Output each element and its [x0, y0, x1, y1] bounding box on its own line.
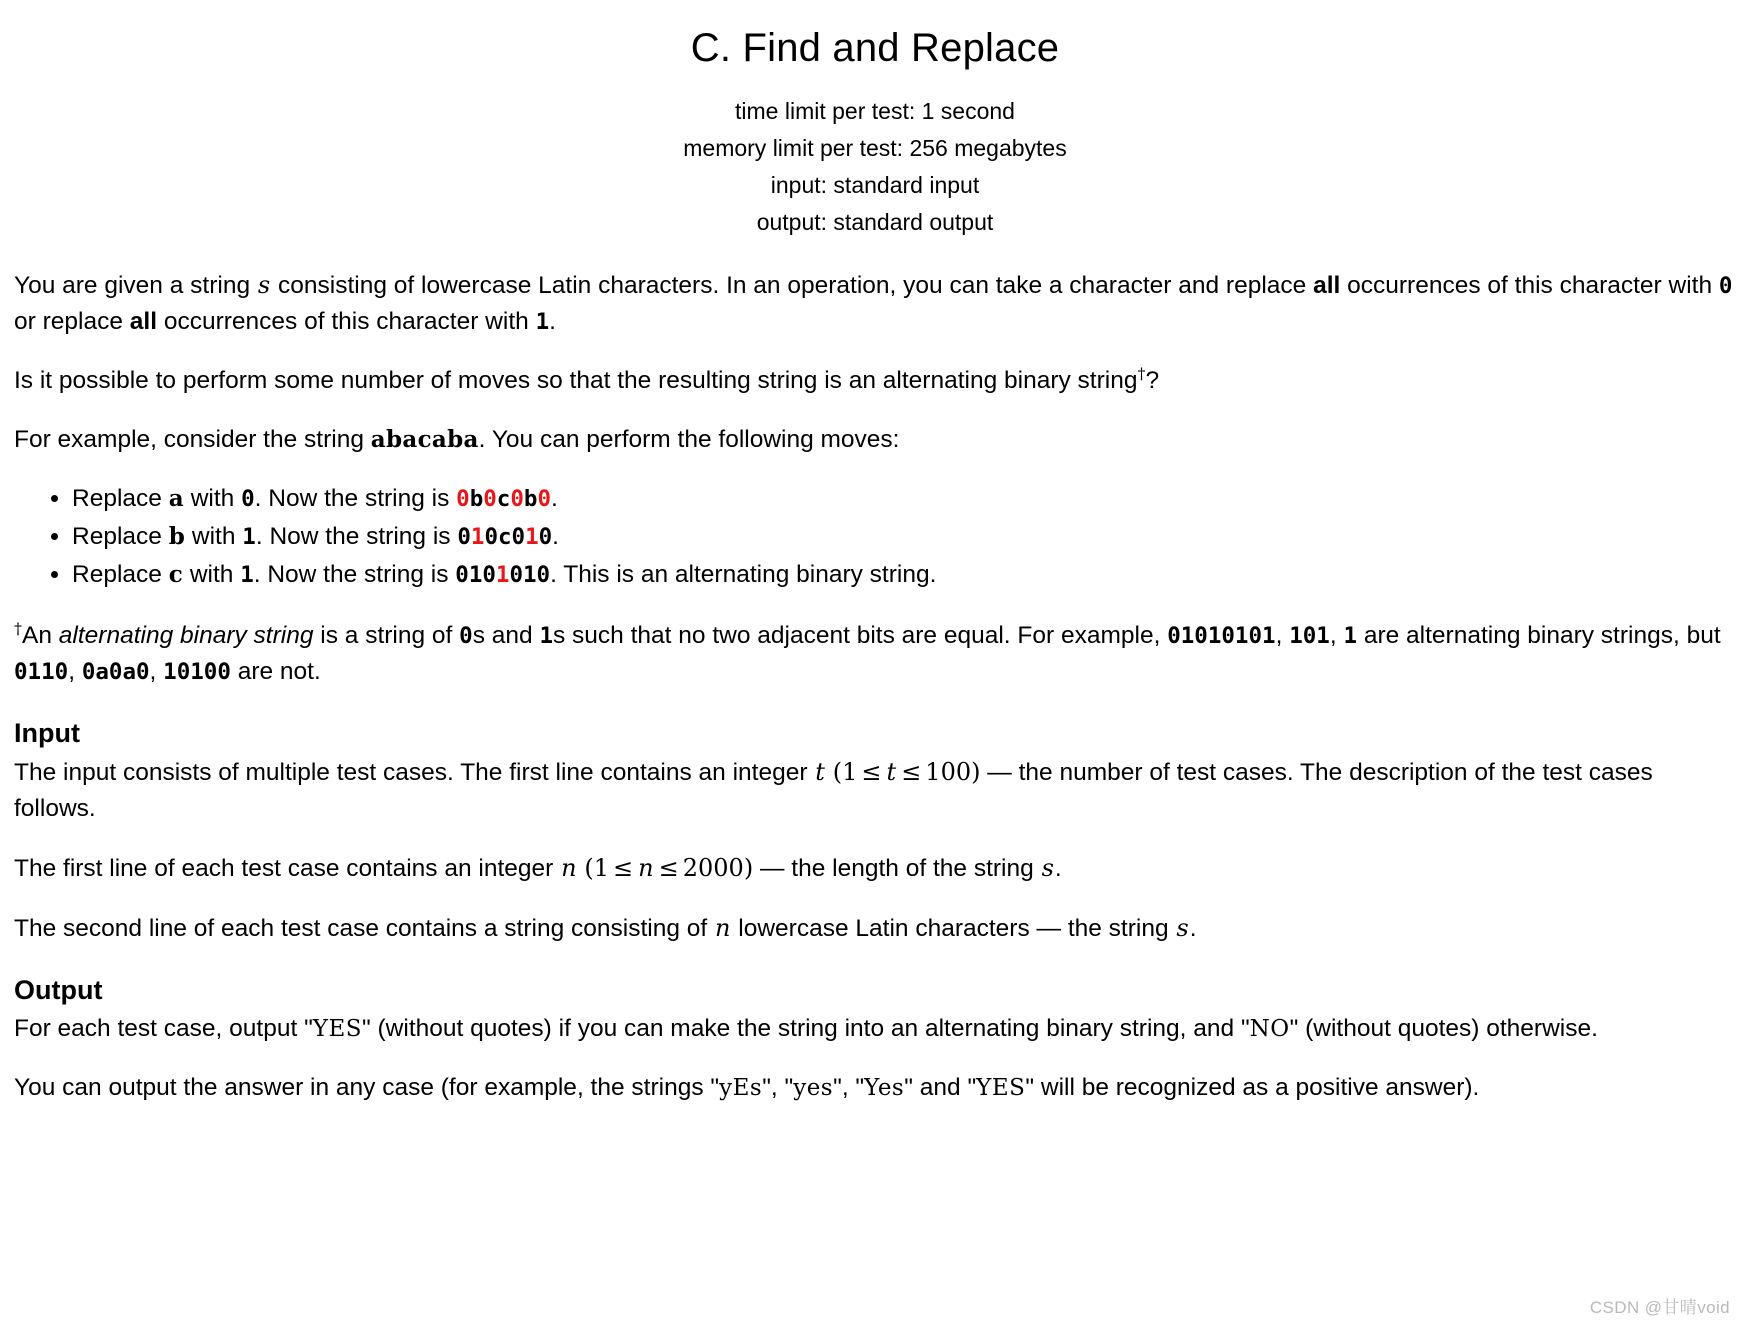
text-fragment: , — [68, 658, 82, 685]
text-fragment: Is it possible to perform some number of moves so that the resulting string is an alternating binary string — [14, 367, 1138, 394]
result-char: b — [469, 486, 484, 512]
text-fragment: Replace — [72, 485, 169, 512]
result-char: c — [496, 486, 511, 512]
text-fragment: . — [552, 523, 559, 550]
paren-open: ( — [832, 758, 843, 786]
literal-zero: 0 — [459, 623, 473, 649]
result-char: 0 — [482, 562, 496, 588]
page-title: C. Find and Replace — [690, 26, 1060, 70]
text-fragment: " (without quotes) otherwise. — [1289, 1015, 1598, 1042]
math-var-n: n — [715, 914, 731, 942]
text-fragment: . Now the string is — [253, 561, 456, 588]
move-source-char: a — [168, 485, 184, 512]
move-result-string — [455, 562, 550, 588]
list-item — [72, 518, 1736, 556]
text-fragment: . You can perform the following moves: — [478, 426, 900, 453]
paren-close: ) — [743, 854, 754, 882]
result-char: 1 — [468, 562, 483, 588]
text-fragment: . — [550, 485, 558, 512]
time-limit: time limit per test: 1 second — [735, 98, 1015, 124]
footnote-marker: † — [1137, 363, 1146, 383]
input-source: input: standard input — [770, 172, 980, 198]
constraint-n — [584, 854, 753, 882]
text-fragment: occurrences of this character with — [1340, 272, 1719, 299]
text-fragment: , — [1329, 622, 1344, 649]
text-fragment: with — [183, 561, 241, 588]
text-fragment: with — [183, 485, 242, 512]
text-fragment: The second line of each test case contains a string consisting of — [14, 915, 715, 942]
le-operator: ≤ — [861, 758, 882, 786]
section-heading-input: Input — [14, 718, 80, 748]
text-fragment: " and " — [904, 1074, 977, 1101]
move-source-char: c — [168, 561, 184, 588]
math-var-s: s — [1041, 854, 1054, 882]
math-var-t: t — [815, 758, 825, 786]
result-char-highlighted: 0 — [456, 486, 470, 512]
text-fragment: — the number of test cases. The description of the test cases follows. — [14, 759, 1653, 822]
literal-zero: 0 — [1718, 273, 1733, 299]
text-fragment: " (without quotes) if you can make the string into an alternating binary string, and " — [362, 1015, 1250, 1042]
literal-one: 1 — [535, 309, 550, 335]
memory-limit: memory limit per test: 256 megabytes — [683, 135, 1067, 161]
text-fragment: For each test case, output " — [14, 1015, 313, 1042]
result-char-highlighted: 0 — [537, 486, 551, 512]
upper-bound: 2000 — [682, 854, 744, 882]
statement-paragraph-3 — [14, 422, 1736, 458]
move-target-digit: 1 — [240, 562, 254, 588]
input-paragraph-1 — [14, 754, 1736, 827]
paren-close: ) — [971, 758, 981, 786]
text-fragment: are alternating binary strings, but — [1357, 622, 1721, 649]
text-fragment: . Now the string is — [255, 523, 458, 550]
text-fragment: s such that no two adjacent bits are equal. For example, — [553, 622, 1168, 649]
moves-list — [14, 480, 1736, 594]
move-source-char: b — [168, 523, 186, 550]
text-fragment: Replace — [72, 523, 169, 550]
answer-variant-1: yEs — [719, 1075, 763, 1101]
input-paragraph-2 — [14, 850, 1736, 887]
example-valid-1: 01010101 — [1167, 623, 1276, 649]
section-heading-output: Output — [14, 975, 103, 1005]
text-fragment: s and — [472, 622, 540, 649]
answer-no: NO — [1249, 1016, 1290, 1042]
csdn-watermark: CSDN @甘晴void — [1589, 1298, 1730, 1317]
defined-term: alternating binary string — [58, 622, 314, 649]
result-char: 0 — [484, 524, 498, 550]
text-fragment: consisting of lowercase Latin characters. In an operation, you can take a character and replace — [271, 272, 1314, 299]
move-target-digit: 0 — [241, 486, 255, 512]
text-fragment: ", " — [762, 1074, 794, 1101]
footnote-definition — [14, 618, 1736, 690]
example-string: abacaba — [370, 426, 479, 453]
emphasis-all: all — [1313, 272, 1341, 299]
math-var-s: s — [257, 271, 271, 299]
upper-bound: 100 — [925, 758, 972, 786]
answer-yes: YES — [312, 1016, 363, 1042]
move-result-string — [457, 524, 552, 550]
text-fragment: ", " — [833, 1074, 865, 1101]
text-fragment: occurrences of this character with — [157, 308, 536, 335]
text-fragment: You can output the answer in any case (for example, the strings " — [14, 1074, 720, 1101]
math-var-t: t — [886, 758, 897, 786]
text-fragment: or replace — [14, 308, 130, 335]
le-operator: ≤ — [658, 854, 679, 882]
move-result-string — [456, 486, 551, 512]
math-var-n: n — [561, 854, 577, 882]
statement-paragraph-1 — [14, 267, 1736, 340]
text-fragment: — the length of the string — [753, 855, 1041, 882]
result-char-highlighted: 1 — [495, 562, 510, 588]
text-fragment: An — [22, 622, 59, 649]
emphasis-all: all — [129, 308, 158, 335]
problem-statement-page — [0, 26, 1750, 1106]
output-source: output: standard output — [756, 209, 994, 235]
text-fragment: ? — [1145, 367, 1160, 394]
result-char: 0 — [538, 524, 553, 550]
example-invalid-3: 10100 — [163, 659, 231, 685]
text-fragment: lowercase Latin characters — the string — [731, 915, 1176, 942]
list-item — [72, 480, 1736, 518]
text-fragment: . — [549, 308, 556, 335]
literal-one: 1 — [539, 623, 553, 649]
result-char: 0 — [455, 562, 469, 588]
result-char: 0 — [511, 524, 526, 550]
text-fragment: You are given a string — [14, 272, 257, 299]
le-operator: ≤ — [613, 854, 634, 882]
result-char-highlighted: 1 — [470, 524, 485, 550]
le-operator: ≤ — [901, 758, 922, 786]
result-char-highlighted: 0 — [483, 486, 497, 512]
answer-variant-2: yes — [793, 1075, 834, 1101]
example-valid-3: 1 — [1343, 623, 1358, 649]
output-paragraph-1 — [14, 1011, 1736, 1047]
text-fragment: The input consists of multiple test cases. The first line contains an integer — [14, 759, 815, 786]
text-fragment: The first line of each test case contains an integer — [14, 855, 561, 882]
result-char: 0 — [509, 562, 523, 588]
text-fragment: For example, consider the string — [14, 426, 371, 453]
example-valid-2: 101 — [1289, 623, 1330, 649]
footnote-marker: † — [14, 618, 22, 638]
text-fragment: with — [185, 523, 243, 550]
output-paragraph-2 — [14, 1070, 1736, 1106]
text-fragment: , — [1275, 622, 1290, 649]
answer-variant-3: Yes — [864, 1075, 905, 1101]
statement-paragraph-2 — [14, 363, 1736, 399]
example-invalid-1: 0110 — [14, 659, 69, 685]
text-fragment: " will be recognized as a positive answer). — [1025, 1074, 1480, 1101]
list-item — [72, 556, 1736, 594]
problem-limits — [14, 93, 1736, 241]
math-var-n: n — [638, 854, 654, 882]
answer-variant-4: YES — [976, 1075, 1026, 1101]
text-fragment: . This is an alternating binary string. — [550, 561, 937, 588]
move-target-digit: 1 — [242, 524, 256, 550]
math-var-s: s — [1176, 914, 1189, 942]
result-char: 0 — [536, 562, 551, 588]
text-fragment: . Now the string is — [254, 485, 457, 512]
result-char: b — [523, 486, 538, 512]
text-fragment: , — [149, 658, 164, 685]
result-char-highlighted: 0 — [510, 486, 524, 512]
text-fragment: is a string of — [313, 622, 460, 649]
constraint-t — [833, 758, 981, 786]
text-fragment: . — [1189, 915, 1197, 942]
paren-open: ( — [584, 854, 594, 882]
example-invalid-2: 0a0a0 — [81, 659, 150, 685]
result-char: 1 — [523, 562, 537, 588]
lower-bound: 1 — [842, 758, 858, 786]
text-fragment: Replace — [72, 561, 169, 588]
result-char: 0 — [457, 524, 471, 550]
result-char: c — [497, 524, 512, 550]
lower-bound: 1 — [593, 854, 610, 882]
result-char-highlighted: 1 — [525, 524, 539, 550]
text-fragment: are not. — [230, 658, 321, 685]
text-fragment: . — [1054, 855, 1062, 882]
input-paragraph-3 — [14, 910, 1736, 947]
